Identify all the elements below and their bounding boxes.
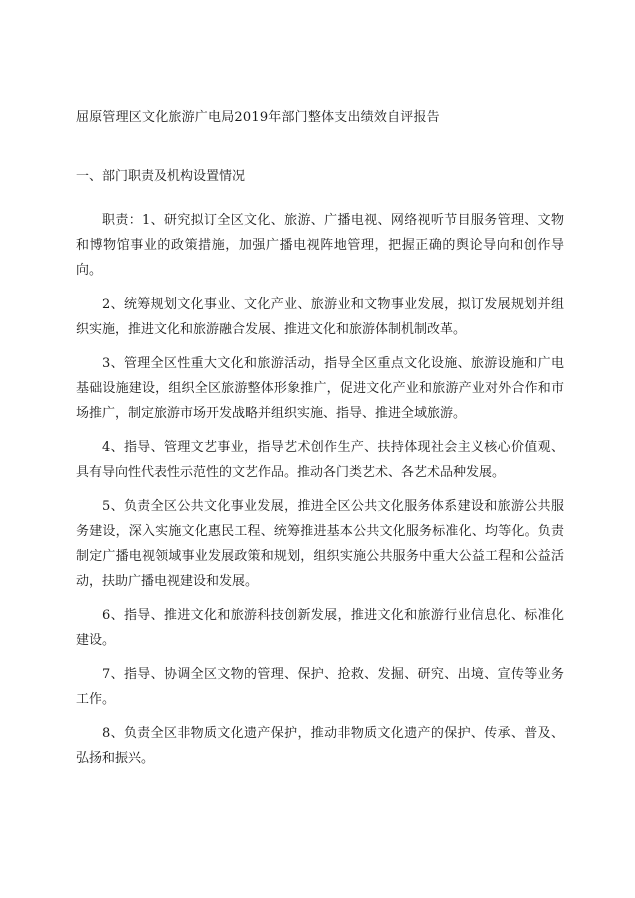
paragraph-duty-1: 职责：1、研究拟订全区文化、旅游、广播电视、网络视听节目服务管理、文物和博物馆事业的政策措施，加强广播电视阵地管理，把握正确的舆论导向和创作导向。: [76, 213, 564, 278]
paragraph-duty-4: 4、指导、管理文艺事业，指导艺术创作生产、扶持体现社会主义核心价值观、具有导向性代表性示范性的文艺作品。推动各门类艺术、各艺术品种发展。: [76, 440, 564, 480]
paragraph-duty-8: 8、负责全区非物质文化遗产保护，推动非物质文化遗产的保护、传承、普及、弘扬和振兴。: [76, 726, 564, 766]
paragraph-duty-6: 6、指导、推进文化和旅游科技创新发展，推进文化和旅游行业信息化、标准化建设。: [76, 608, 564, 648]
paragraph-duty-3: 3、管理全区性重大文化和旅游活动，指导全区重点文化设施、旅游设施和广电基础设施建设，组织全区旅游整体形象推广，促进文化产业和旅游产业对外合作和市场推广，制定旅游市场开发战略并组织实施、指导、推进全域旅游。: [76, 356, 564, 421]
paragraph-duty-7: 7、指导、协调全区文物的管理、保护、抢救、发掘、研究、出境、宣传等业务工作。: [76, 667, 564, 707]
paragraph-duty-2: 2、统筹规划文化事业、文化产业、旅游业和文物事业发展，拟订发展规划并组织实施，推进文化和旅游融合发展、推进文化和旅游体制机制改革。: [76, 297, 564, 337]
section-heading: 一、部门职责及机构设置情况: [76, 169, 246, 184]
document-body: [76, 208, 564, 780]
document-title: 屈原管理区文化旅游广电局2019年部门整体支出绩效自评报告: [76, 110, 440, 125]
paragraph-duty-5: 5、负责全区公共文化事业发展，推进全区公共文化服务体系建设和旅游公共服务建设，深入实施文化惠民工程、统筹推进基本公共文化服务标准化、均等化。负责制定广播电视领域事业发展政策和规划，组织实施公共服务中重大公益工程和公益活动，扶助广播电视建设和发展。: [76, 499, 564, 589]
